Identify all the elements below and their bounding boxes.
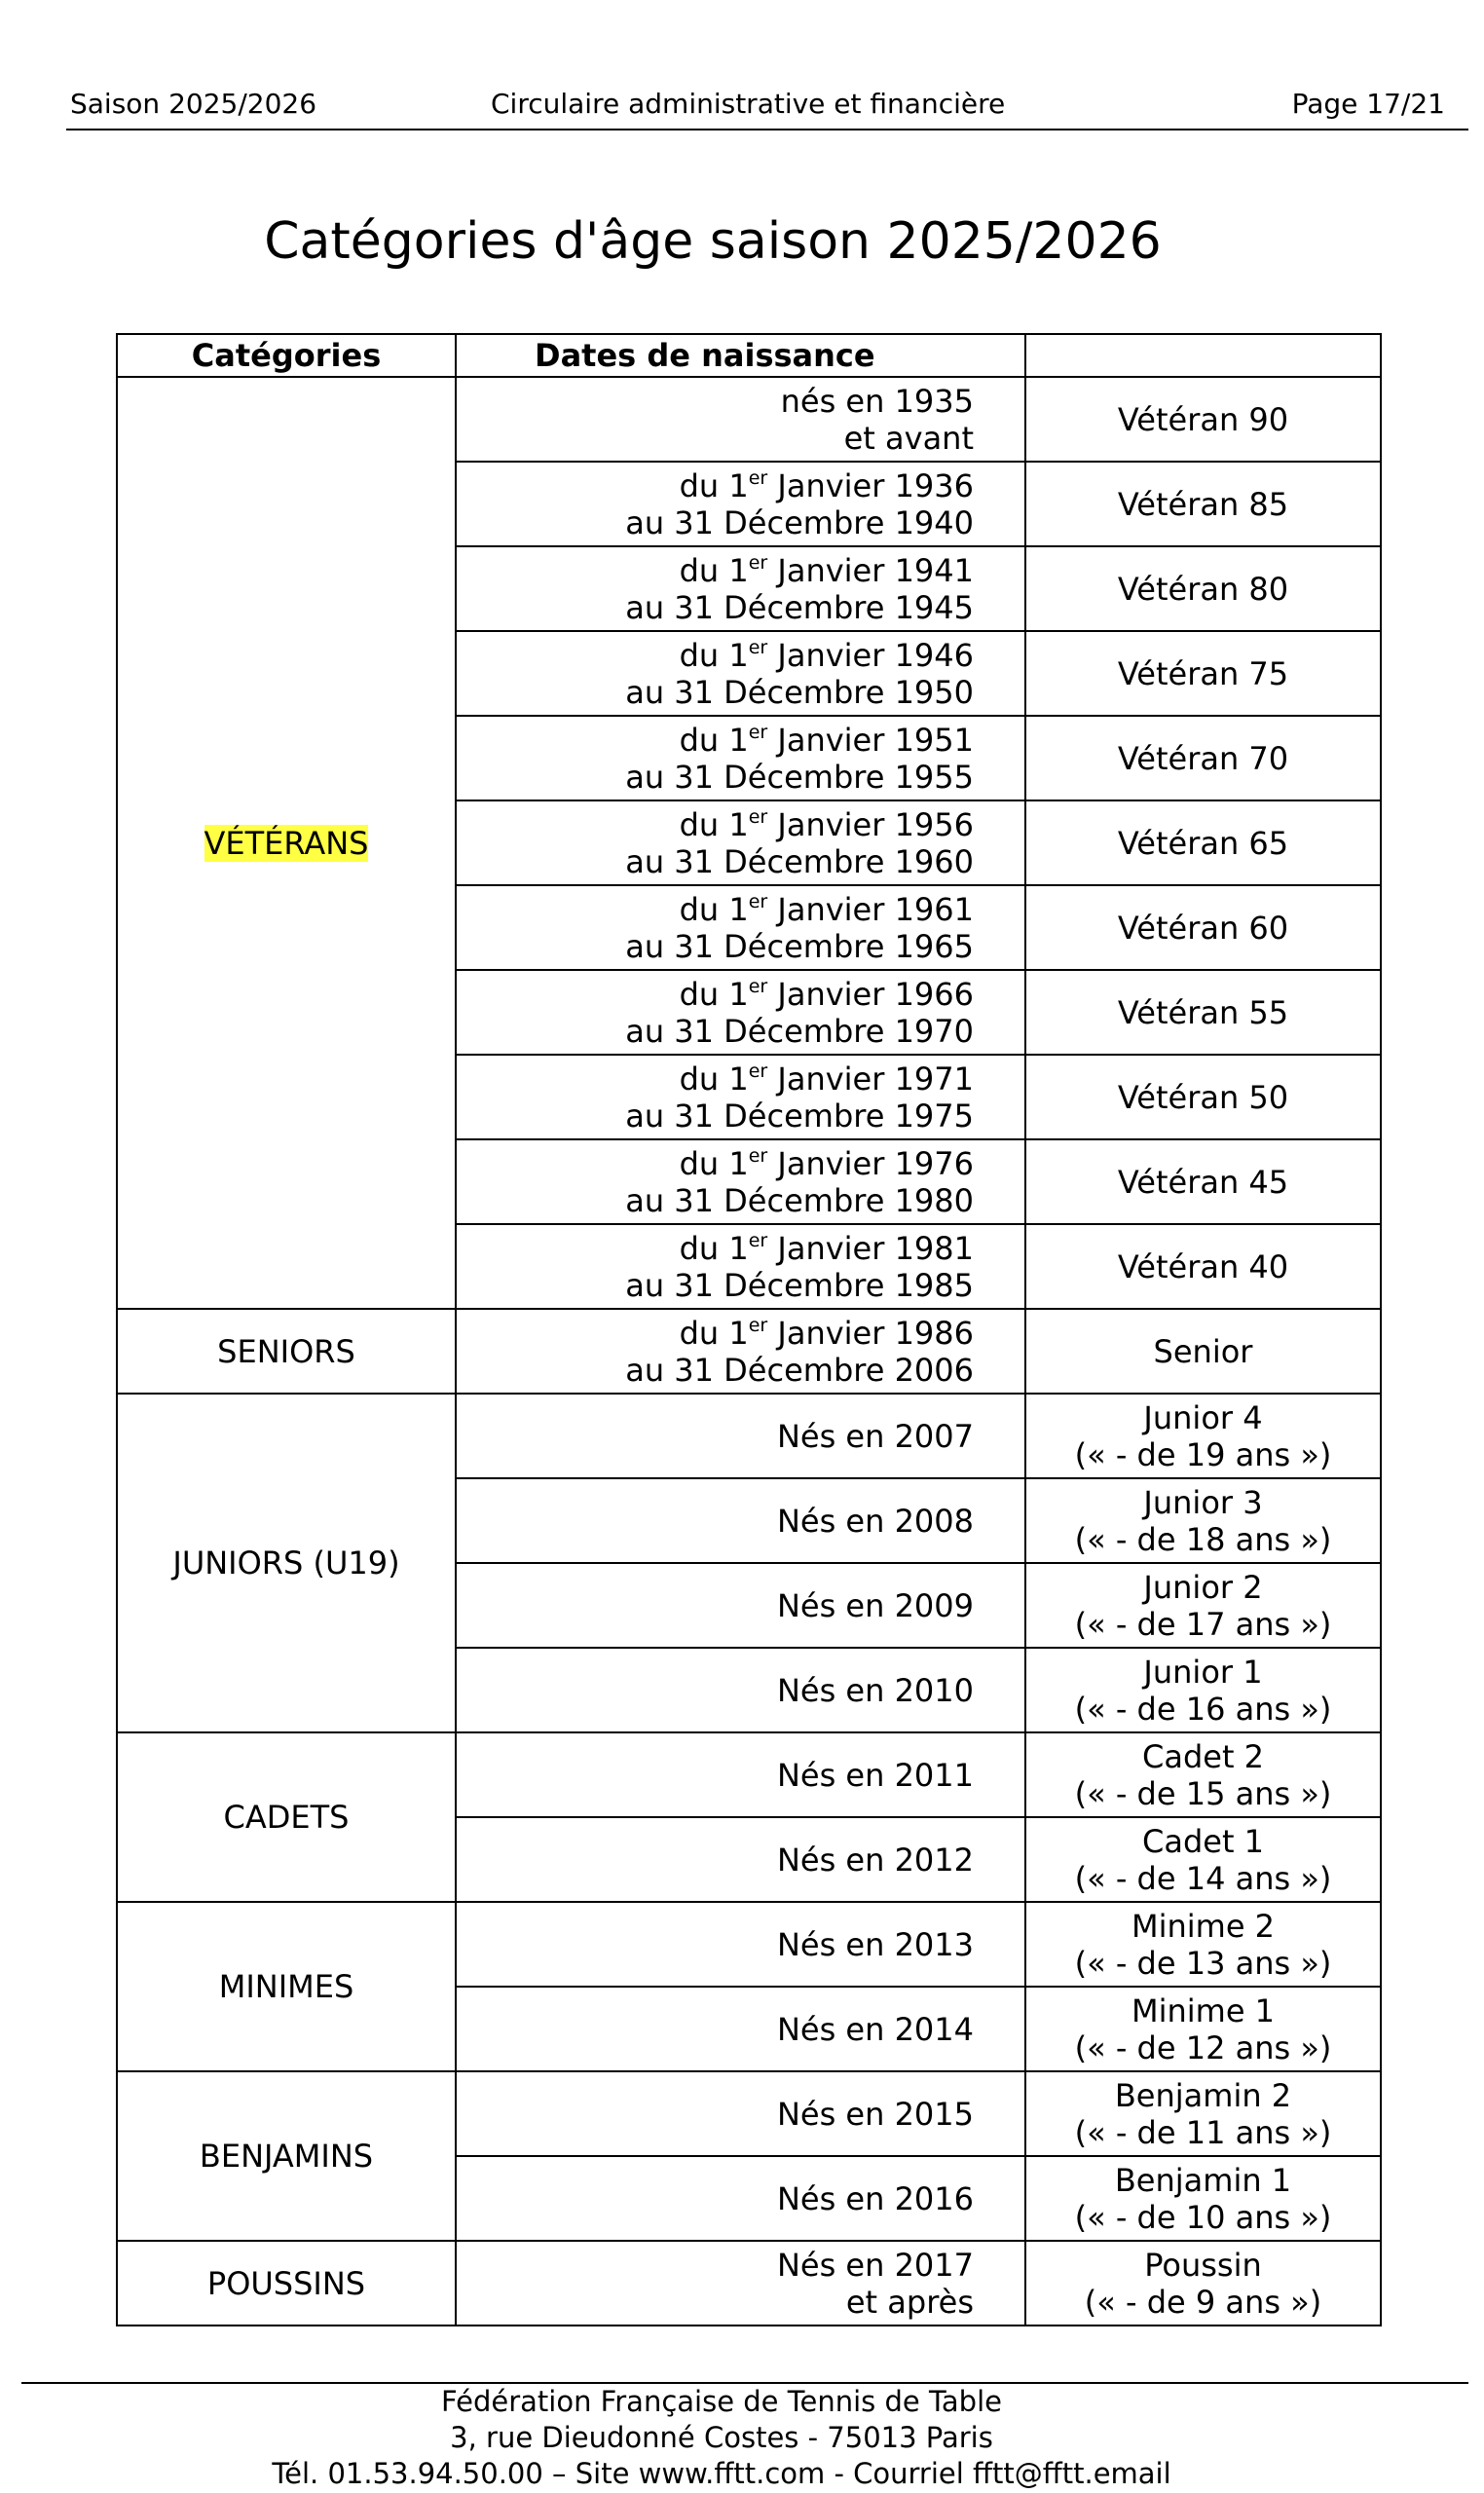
- age-limit-note: (« - de 11 ans »): [1074, 2113, 1332, 2151]
- sub-category-name: Vétéran 45: [1117, 1163, 1289, 1201]
- age-limit-note: (« - de 19 ans »): [1074, 1435, 1332, 1473]
- birth-date-cell: [456, 2156, 1025, 2241]
- birth-date-cell: [456, 1055, 1025, 1139]
- birth-date-line-2: au 31 Décembre 1985: [625, 1266, 974, 1304]
- footer-address: 3, rue Dieudonné Costes - 75013 Paris: [450, 2421, 993, 2454]
- age-limit-note: (« - de 18 ans »): [1074, 1520, 1332, 1558]
- sub-category-name: Junior 4: [1143, 1398, 1263, 1436]
- birth-date-line-2: au 31 Décembre 1975: [625, 1097, 974, 1135]
- birth-date-line-1: Nés en 2009: [776, 1586, 974, 1624]
- footer-contact: Tél. 01.53.94.50.00 – Site www.fftt.com - Courriel fftt@fftt.email: [272, 2457, 1171, 2490]
- category-name: POUSSINS: [206, 2264, 366, 2302]
- category-label-cell: [1025, 1309, 1381, 1394]
- birth-date-line-2: au 31 Décembre 2006: [625, 1351, 974, 1389]
- footer-organization: Fédération Française de Tennis de Table: [441, 2385, 1002, 2418]
- birth-date-cell: [456, 1902, 1025, 1987]
- category-name: BENJAMINS: [199, 2138, 374, 2175]
- birth-date-line-2: au 31 Décembre 1955: [625, 758, 974, 796]
- birth-date-line-1: Nés en 2014: [776, 2010, 974, 2048]
- birth-date-line-2: au 31 Décembre 1940: [625, 503, 974, 541]
- sub-category-name: Vétéran 90: [1117, 400, 1289, 438]
- category-label-cell: [1025, 1648, 1381, 1732]
- birth-date-line-1: du 1er Janvier 1961: [679, 890, 974, 928]
- page-footer: [0, 2384, 1484, 2492]
- category-label-cell: [1025, 1394, 1381, 1478]
- birth-date-cell: [456, 1817, 1025, 1902]
- birth-date-cell: [456, 1394, 1025, 1478]
- birth-date-line-1: Nés en 2013: [776, 1925, 974, 1963]
- page-header: [66, 86, 1468, 130]
- sub-category-name: Benjamin 1: [1114, 2161, 1292, 2199]
- birth-date-cell: [456, 1478, 1025, 1563]
- category-label-cell: [1025, 716, 1381, 800]
- category-label-cell: [1025, 2241, 1381, 2326]
- category-label-cell: [1025, 1817, 1381, 1902]
- birth-date-line-2: au 31 Décembre 1945: [625, 588, 974, 626]
- category-label-cell: [1025, 1478, 1381, 1563]
- birth-date-line-1: du 1er Janvier 1966: [679, 975, 974, 1013]
- birth-date-line-2: et avant: [843, 419, 974, 457]
- category-label-cell: [1025, 1732, 1381, 1817]
- birth-date-line-2: au 31 Décembre 1965: [625, 927, 974, 965]
- table-row: [117, 2241, 1381, 2326]
- category-cell: [117, 1732, 456, 1902]
- sub-category-name: Vétéran 80: [1117, 570, 1289, 608]
- birth-date-cell: [456, 631, 1025, 716]
- table-body: [117, 377, 1381, 2326]
- birth-date-cell: [456, 970, 1025, 1055]
- age-limit-note: (« - de 16 ans »): [1074, 1690, 1332, 1728]
- birth-date-line-2: au 31 Décembre 1980: [625, 1181, 974, 1219]
- birth-date-line-1: Nés en 2007: [776, 1417, 974, 1455]
- birth-date-cell: [456, 462, 1025, 546]
- category-label-cell: [1025, 1139, 1381, 1224]
- category-name: MINIMES: [218, 1968, 354, 2005]
- category-label-cell: [1025, 1987, 1381, 2071]
- sub-category-name: Junior 2: [1143, 1568, 1263, 1606]
- sub-category-name: Minime 2: [1131, 1907, 1276, 1945]
- category-label-cell: [1025, 462, 1381, 546]
- table-row: [117, 1309, 1381, 1394]
- age-limit-note: (« - de 13 ans »): [1074, 1944, 1332, 1982]
- category-name: JUNIORS (U19): [172, 1544, 400, 1581]
- category-label-cell: [1025, 631, 1381, 716]
- birth-date-cell: [456, 1987, 1025, 2071]
- page-title: Catégories d'âge saison 2025/2026: [264, 212, 1162, 271]
- birth-date-line-1: du 1er Janvier 1976: [679, 1144, 974, 1182]
- birth-date-line-1: du 1er Janvier 1946: [679, 636, 974, 674]
- age-limit-note: (« - de 9 ans »): [1084, 2283, 1322, 2321]
- birth-date-cell: [456, 1139, 1025, 1224]
- sub-category-name: Vétéran 50: [1117, 1078, 1289, 1116]
- page-number: Page 17/21: [1291, 88, 1445, 120]
- sub-category-name: Minime 1: [1131, 1991, 1276, 2029]
- birth-date-cell: [456, 1309, 1025, 1394]
- category-cell: [117, 1394, 456, 1732]
- sub-category-name: Vétéran 70: [1117, 739, 1289, 777]
- sub-category-name: Junior 3: [1143, 1483, 1263, 1521]
- table-row: [117, 377, 1381, 462]
- sub-category-name: Vétéran 75: [1117, 654, 1289, 692]
- birth-date-cell: [456, 1224, 1025, 1309]
- birth-date-cell: [456, 1732, 1025, 1817]
- birth-date-line-2: au 31 Décembre 1970: [625, 1012, 974, 1050]
- category-name: VÉTÉRANS: [204, 824, 369, 862]
- birth-date-line-1: Nés en 2015: [776, 2095, 974, 2133]
- table-row: [117, 1394, 1381, 1478]
- category-name: SENIORS: [217, 1332, 355, 1370]
- birth-date-line-1: du 1er Janvier 1956: [679, 805, 974, 843]
- sub-category-name: Vétéran 60: [1117, 909, 1289, 947]
- birth-date-cell: [456, 1563, 1025, 1648]
- category-label-cell: [1025, 377, 1381, 462]
- sub-category-name: Vétéran 85: [1117, 485, 1289, 523]
- birth-date-cell: [456, 2071, 1025, 2156]
- table-row: [117, 1902, 1381, 1987]
- birth-date-line-1: Nés en 2010: [776, 1671, 974, 1709]
- category-cell: [117, 2071, 456, 2241]
- birth-date-cell: [456, 716, 1025, 800]
- sub-category-name: Vétéran 65: [1117, 824, 1289, 862]
- category-label-cell: [1025, 1563, 1381, 1648]
- birth-date-line-1: du 1er Janvier 1986: [679, 1314, 974, 1352]
- table-header-row: [117, 334, 1381, 377]
- sub-category-name: Junior 1: [1143, 1653, 1263, 1691]
- category-label-cell: [1025, 2071, 1381, 2156]
- birth-date-line-2: au 31 Décembre 1950: [625, 673, 974, 711]
- birth-date-cell: [456, 2241, 1025, 2326]
- birth-date-line-1: du 1er Janvier 1941: [679, 551, 974, 589]
- birth-date-line-1: Nés en 2017: [776, 2246, 974, 2284]
- header-birth-dates: Dates de naissance: [456, 334, 1025, 377]
- birth-date-cell: [456, 546, 1025, 631]
- category-label-cell: [1025, 1902, 1381, 1987]
- sub-category-name: Cadet 1: [1141, 1822, 1265, 1860]
- sub-category-name: Vétéran 40: [1117, 1247, 1289, 1285]
- age-limit-note: (« - de 15 ans »): [1074, 1774, 1332, 1812]
- birth-date-cell: [456, 1648, 1025, 1732]
- header-label: [1025, 334, 1381, 377]
- category-label-cell: [1025, 970, 1381, 1055]
- category-name: CADETS: [223, 1799, 350, 1836]
- age-limit-note: (« - de 12 ans »): [1074, 2028, 1332, 2066]
- sub-category-name: Senior: [1153, 1332, 1253, 1370]
- sub-category-name: Benjamin 2: [1114, 2076, 1292, 2114]
- table-row: [117, 2071, 1381, 2156]
- category-cell: [117, 1902, 456, 2071]
- birth-date-line-1: du 1er Janvier 1971: [679, 1060, 974, 1098]
- birth-date-cell: [456, 885, 1025, 970]
- category-label-cell: [1025, 2156, 1381, 2241]
- birth-date-line-2: et après: [845, 2283, 974, 2321]
- category-label-cell: [1025, 800, 1381, 885]
- category-cell: [117, 1309, 456, 1394]
- document-title: Circulaire administrative et financière: [491, 88, 1006, 120]
- age-limit-note: (« - de 10 ans »): [1074, 2198, 1332, 2236]
- category-label-cell: [1025, 546, 1381, 631]
- table-row: [117, 1732, 1381, 1817]
- birth-date-line-1: du 1er Janvier 1981: [679, 1229, 974, 1267]
- birth-date-line-1: du 1er Janvier 1951: [679, 721, 974, 759]
- category-label-cell: [1025, 1224, 1381, 1309]
- birth-date-line-1: Nés en 2011: [776, 1756, 974, 1794]
- birth-date-line-1: Nés en 2016: [776, 2179, 974, 2217]
- header-categories: Catégories: [117, 334, 456, 377]
- category-cell: [117, 2241, 456, 2326]
- season-label: Saison 2025/2026: [70, 88, 317, 120]
- birth-date-line-1: du 1er Janvier 1936: [679, 466, 974, 504]
- category-cell: [117, 377, 456, 1309]
- age-limit-note: (« - de 14 ans »): [1074, 1859, 1332, 1897]
- sub-category-name: Poussin: [1144, 2246, 1262, 2284]
- birth-date-line-1: Nés en 2008: [776, 1502, 974, 1540]
- sub-category-name: Cadet 2: [1141, 1737, 1265, 1775]
- birth-date-line-2: au 31 Décembre 1960: [625, 842, 974, 880]
- age-limit-note: (« - de 17 ans »): [1074, 1605, 1332, 1643]
- category-label-cell: [1025, 1055, 1381, 1139]
- birth-date-line-1: Nés en 2012: [776, 1841, 974, 1879]
- birth-date-cell: [456, 800, 1025, 885]
- sub-category-name: Vétéran 55: [1117, 993, 1289, 1031]
- age-categories-table: [116, 333, 1382, 2326]
- category-label-cell: [1025, 885, 1381, 970]
- birth-date-line-1: nés en 1935: [780, 382, 974, 420]
- birth-date-cell: [456, 377, 1025, 462]
